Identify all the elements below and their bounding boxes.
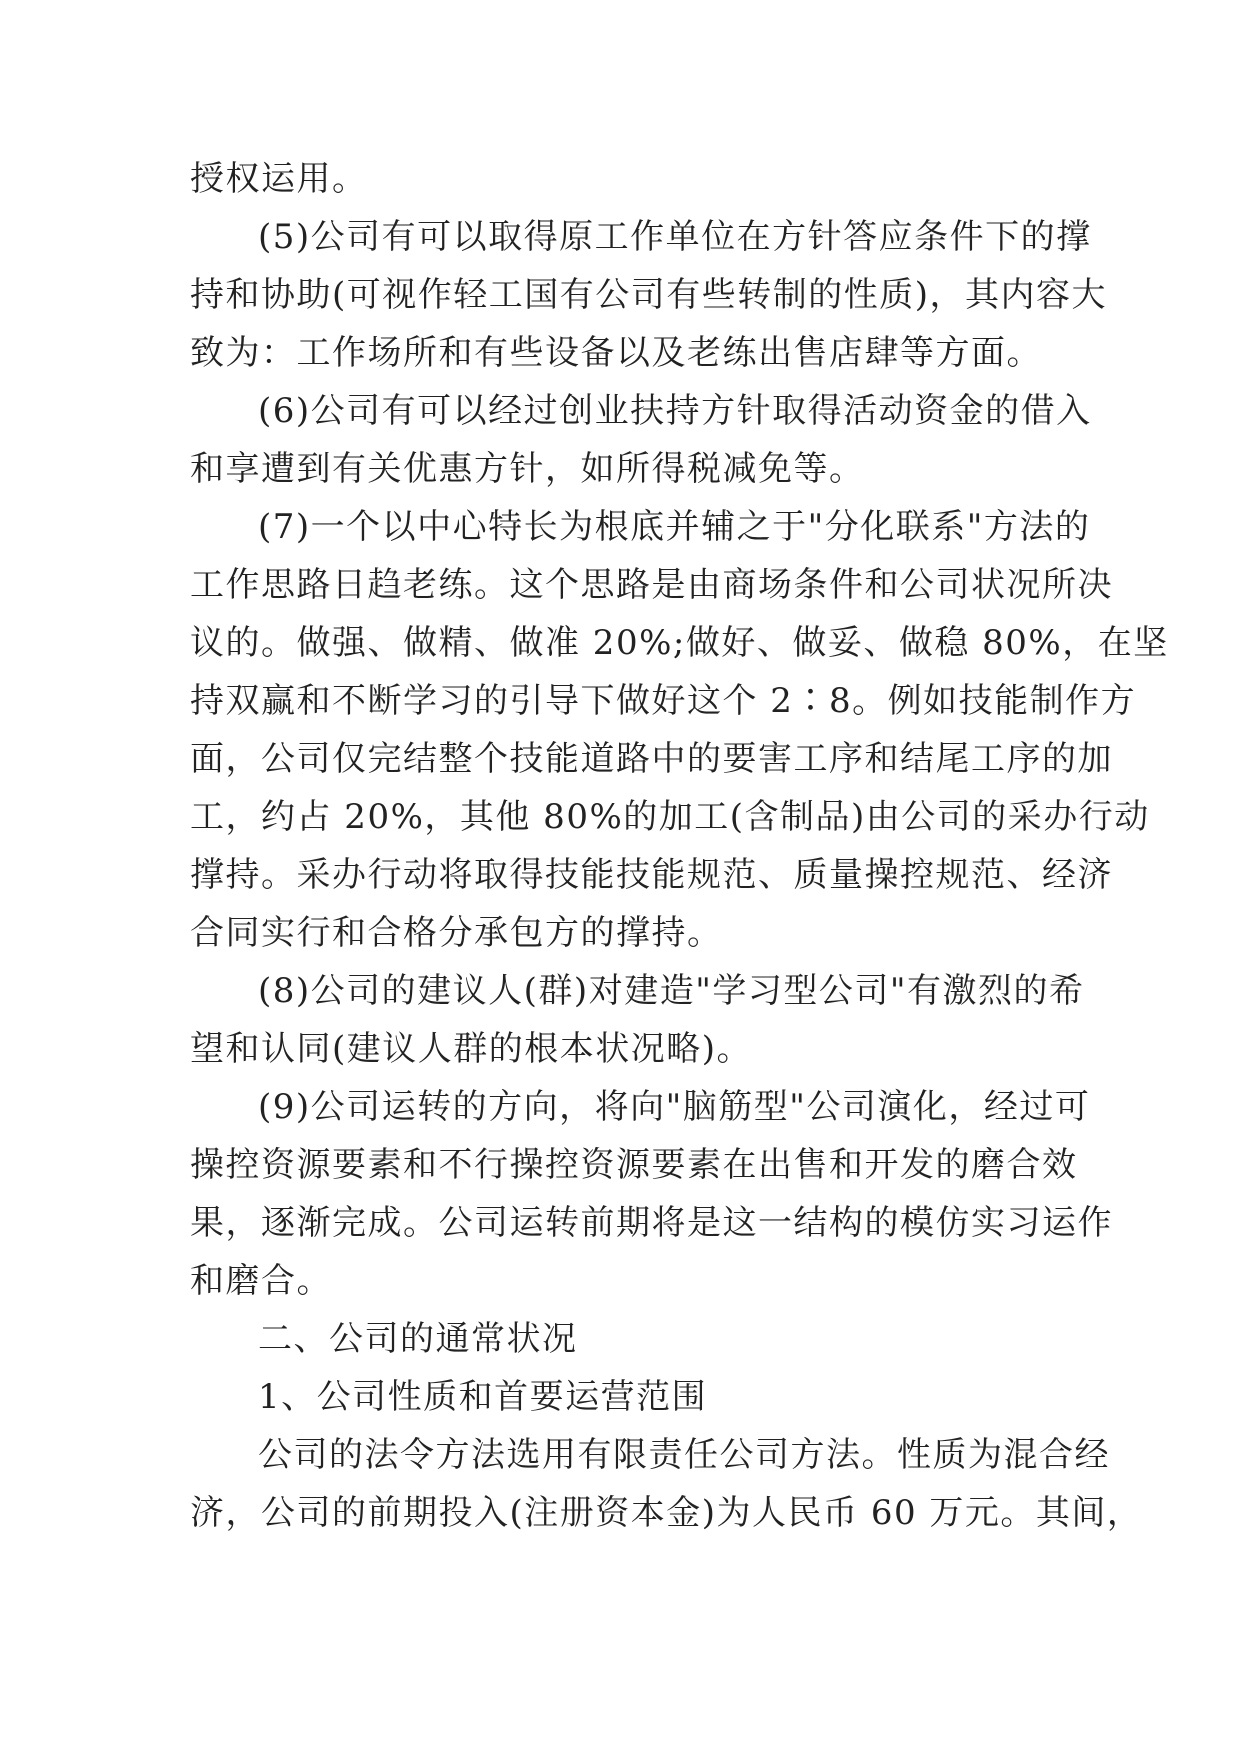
text-line: (7)一个以中心特长为根底并辅之于"分化联系"方法的 <box>258 507 1091 547</box>
text-line: 持和协助(可视作轻工国有公司有些转制的性质)，其内容大 <box>190 275 1108 315</box>
text-line: 授权运用。 <box>190 159 368 199</box>
text-line: 面，公司仅完结整个技能道路中的要害工序和结尾工序的加 <box>190 739 1113 779</box>
text-line: 工，约占 20%，其他 80%的加工(含制品)由公司的采办行动 <box>190 797 1150 837</box>
text-line: 持双赢和不断学习的引导下做好这个 2∶8。例如技能制作方 <box>190 681 1137 721</box>
text-line: (9)公司运转的方向，将向"脑筋型"公司演化，经过可 <box>258 1087 1091 1127</box>
text-line: 望和认同(建议人群的根本状况略)。 <box>190 1029 753 1069</box>
text-line: 合同实行和合格分承包方的撑持。 <box>190 913 723 953</box>
text-line: (5)公司有可以取得原工作单位在方针答应条件下的撑 <box>258 217 1092 257</box>
text-line: 济，公司的前期投入(注册资本金)为人民币 60 万元。其间， <box>190 1493 1143 1533</box>
text-line: 撑持。采办行动将取得技能技能规范、质量操控规范、经济 <box>190 855 1113 895</box>
text-line: 公司的法令方法选用有限责任公司方法。性质为混合经 <box>258 1435 1110 1475</box>
text-line: 工作思路日趋老练。这个思路是由商场条件和公司状况所决 <box>190 565 1113 605</box>
text-line: 和享遭到有关优惠方针，如所得税减免等。 <box>190 449 865 489</box>
body-text <box>190 150 1169 1542</box>
section-heading: 二、公司的通常状况 <box>258 1319 578 1359</box>
text-line: (8)公司的建议人(群)对建造"学习型公司"有激烈的希 <box>258 971 1085 1011</box>
text-line: 和磨合。 <box>190 1261 332 1301</box>
text-line: 果，逐渐完成。公司运转前期将是这一结构的模仿实习运作 <box>190 1203 1113 1243</box>
text-line: 致为：工作场所和有些设备以及老练出售店肆等方面。 <box>190 333 1042 373</box>
text-line: 议的。做强、做精、做准 20%;做好、做妥、做稳 80%，在坚 <box>190 623 1169 663</box>
subsection-heading: 1、公司性质和首要运营范围 <box>258 1377 708 1417</box>
text-line: (6)公司有可以经过创业扶持方针取得活动资金的借入 <box>258 391 1092 431</box>
text-line: 操控资源要素和不行操控资源要素在出售和开发的磨合效 <box>190 1145 1078 1185</box>
